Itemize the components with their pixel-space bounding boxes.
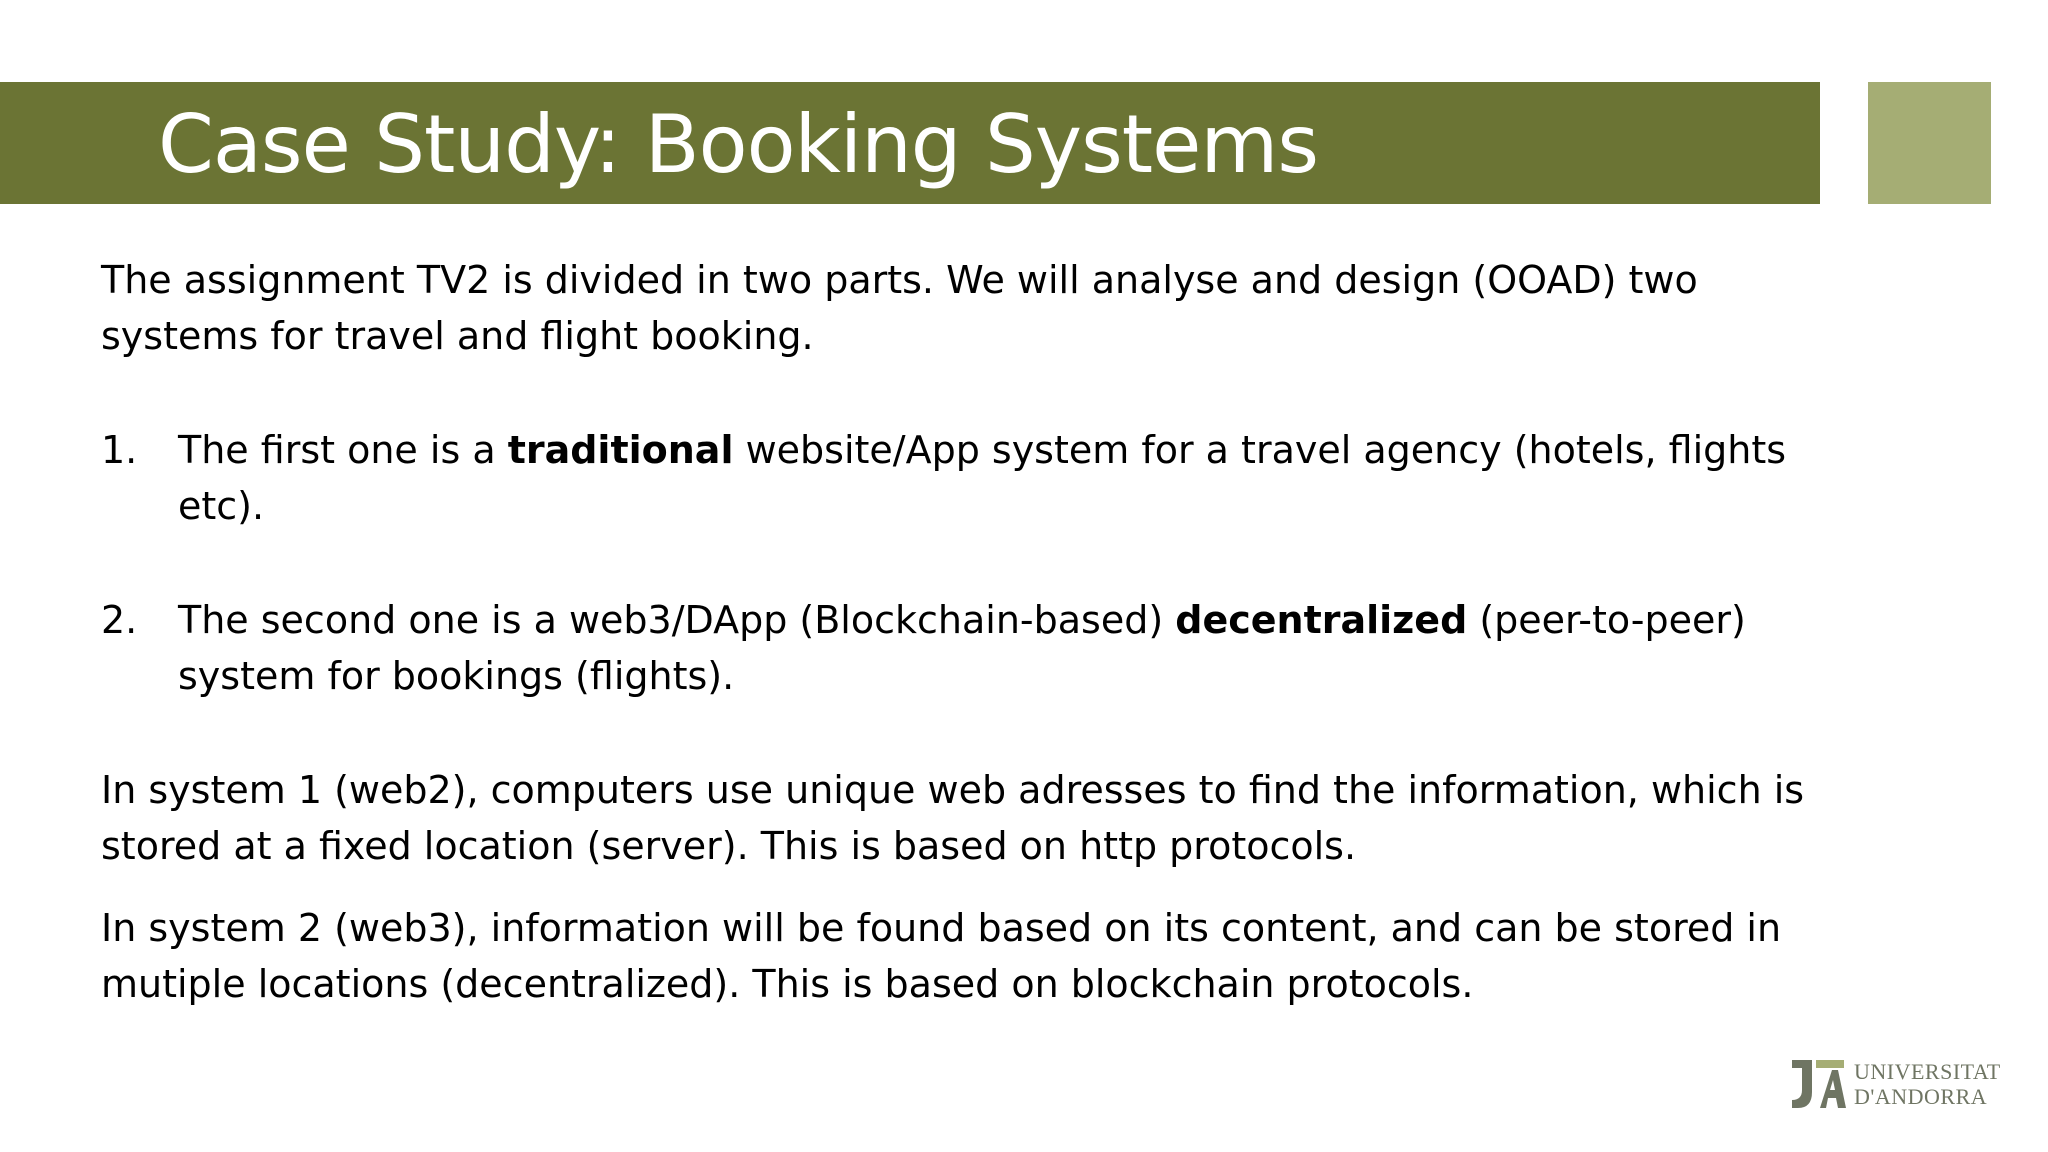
- list-text-bold: decentralized: [1175, 598, 1468, 642]
- university-logo-text: [1854, 1059, 2001, 1109]
- university-logo-icon: [1790, 1056, 1846, 1112]
- list-item-2: [101, 592, 1821, 704]
- logo-line-2: D'ANDORRA: [1854, 1084, 1988, 1109]
- system2-paragraph: In system 2 (web3), information will be found based on its content, and can be stored in mutiple locations (decentralized). This is based on blockchain protocols.: [101, 906, 1782, 1006]
- accent-square: [1868, 82, 1991, 204]
- list-number: 1.: [101, 428, 138, 472]
- intro-paragraph: The assignment TV2 is divided in two parts. We will analyse and design (OOAD) two systems for travel and flight booking.: [101, 258, 1698, 358]
- list-text-before: The first one is a: [178, 428, 508, 472]
- slide-body: [101, 252, 1821, 1012]
- university-logo: [1790, 1054, 2001, 1114]
- list-text-bold: traditional: [507, 428, 734, 472]
- list-text-after: website/App system for a travel agency (hotels, flights etc).: [178, 428, 1787, 528]
- list-text-after: (peer-to-peer) system for bookings (flights).: [178, 598, 1746, 698]
- list-text-before: The second one is a web3/DApp (Blockchain-based): [178, 598, 1176, 642]
- list-item-1: [101, 422, 1821, 534]
- system1-paragraph: In system 1 (web2), computers use unique web adresses to find the information, which is stored at a fixed location (server). This is based on http protocols.: [101, 768, 1805, 868]
- logo-line-1: UNIVERSITAT: [1854, 1059, 2001, 1084]
- list-number: 2.: [101, 598, 138, 642]
- slide-title: Case Study: Booking Systems: [158, 98, 1318, 191]
